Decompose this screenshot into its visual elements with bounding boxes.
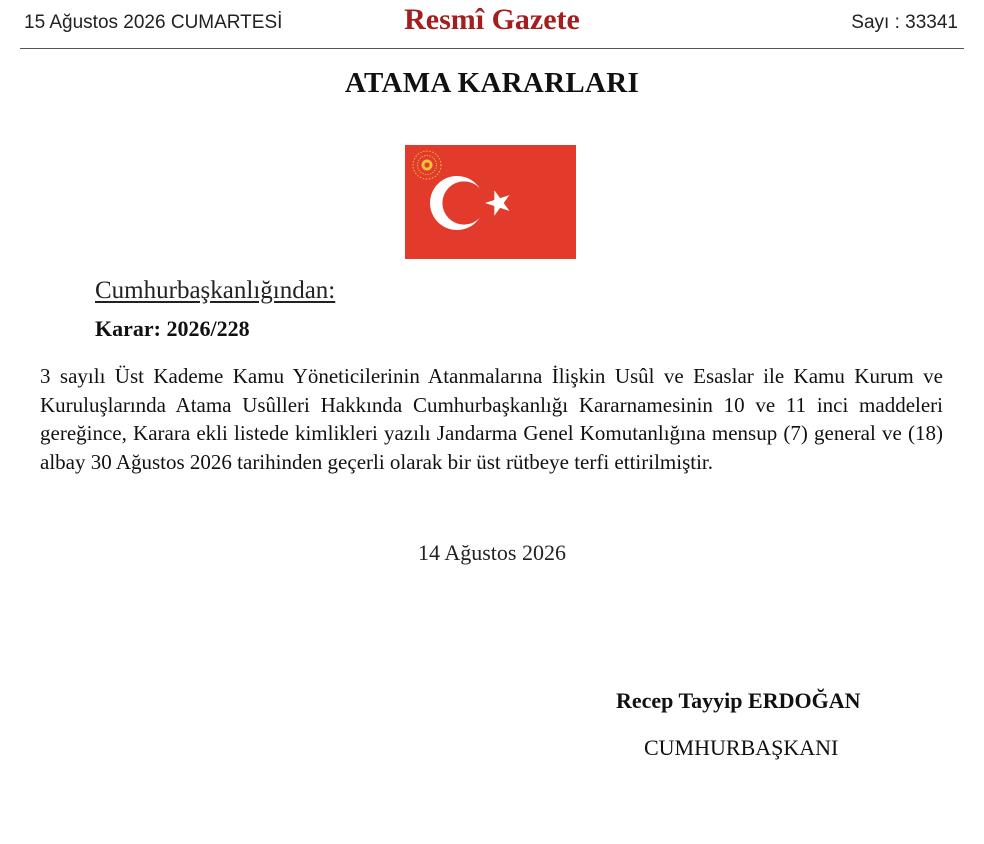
signer-name: Recep Tayyip ERDOĞAN xyxy=(616,688,861,713)
issue-number: Sayı : 33341 xyxy=(851,12,958,33)
turkish-flag-icon xyxy=(405,145,576,259)
publication-date: 15 Ağustos 2026 CUMARTESİ xyxy=(24,12,283,33)
decision-body: 3 sayılı Üst Kademe Kamu Yöneticilerinin Atanmalarına İlişkin Usûl ve Esaslar ile Kamu Kurum ve Kuruluşlarında Atama Usûlleri Hakkında Cumhurbaşkanlığı Kararnamesinin 10 ve 11 inci maddeleri gereğince, Karara ekli listede kimlikleri yazılı Jandarma Genel Komutanlığına mensup (7) general ve (18) albay 30 Ağustos 2026 tarihinden geçerli olarak bir üst rütbeye terfi ettirilmiştir. xyxy=(40,364,943,474)
decision-number: Karar: 2026/228 xyxy=(95,316,250,341)
signing-date: 14 Ağustos 2026 xyxy=(418,540,566,565)
section-title: ATAMA KARARLARI xyxy=(344,67,640,99)
gazette-header xyxy=(20,0,964,49)
crescent-inner xyxy=(442,181,485,224)
signer-title: CUMHURBAŞKANI xyxy=(644,735,839,760)
issuing-authority: Cumhurbaşkanlığından: xyxy=(95,277,336,304)
gazette-title: Resmî Gazete xyxy=(404,3,580,36)
